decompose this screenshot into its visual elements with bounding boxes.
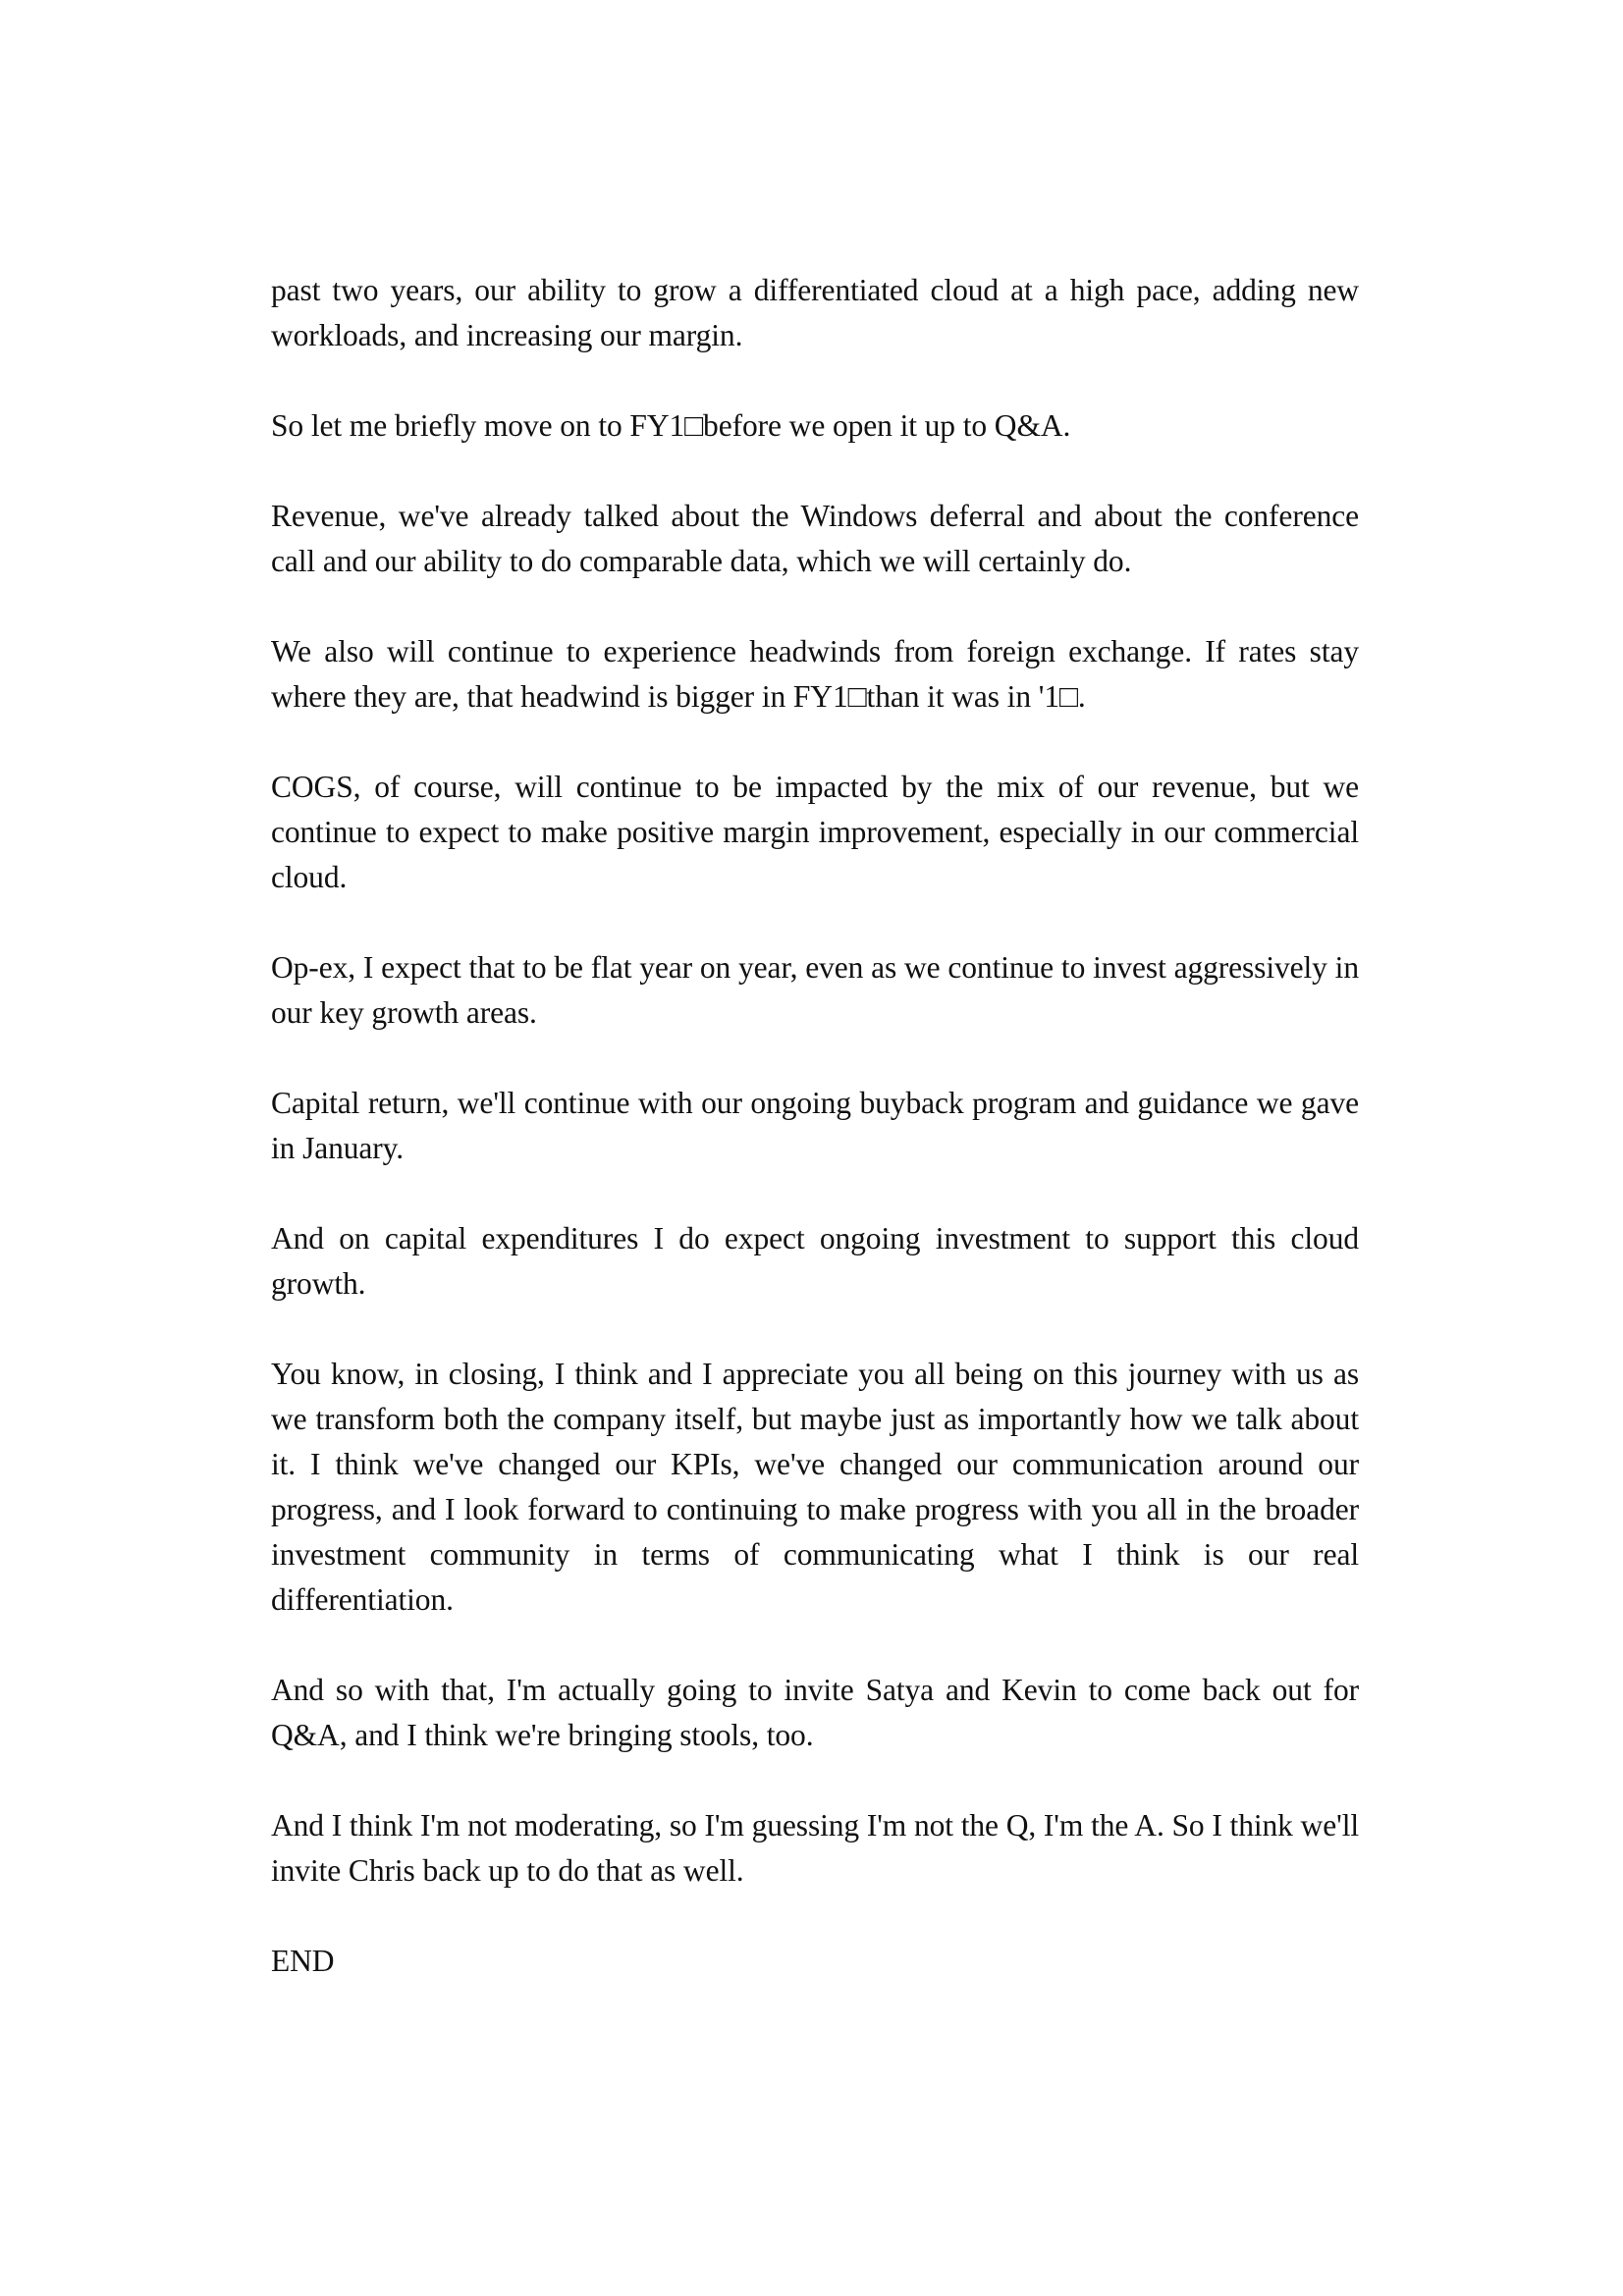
paragraph-cogs: COGS, of course, will continue to be impacted by the mix of our revenue, but we continue to expect to make positive margin improvement, especially in our commercial cloud. xyxy=(271,770,1359,894)
paragraph-fy-outlook-intro: So let me briefly move on to FY1□before we open it up to Q&A. xyxy=(271,408,1071,443)
end-marker: END xyxy=(271,1944,335,1978)
paragraph-capital-return: Capital return, we'll continue with our ongoing buyback program and guidance we gave in January. xyxy=(271,1086,1359,1165)
paragraph-closing: You know, in closing, I think and I appreciate you all being on this journey with us as we transform both the company itself, but maybe just as importantly how we talk about it. I think we've changed our KPIs, we've changed our communication around our progress, and I look forward to continuing to make progress with you all in the broader investment community in terms of communicating what I think is our real differentiation. xyxy=(271,1357,1359,1617)
paragraph-revenue: Revenue, we've already talked about the Windows deferral and about the conference call and our ability to do comparable data, which we will certainly do. xyxy=(271,499,1359,578)
transcript-page xyxy=(271,268,1359,1984)
paragraph-opex: Op-ex, I expect that to be flat year on year, even as we continue to invest aggressively in our key growth areas. xyxy=(271,950,1359,1030)
paragraph-invite-qa: And so with that, I'm actually going to invite Satya and Kevin to come back out for Q&A, and I think we're bringing stools, too. xyxy=(271,1673,1359,1752)
paragraph-moderator: And I think I'm not moderating, so I'm guessing I'm not the Q, I'm the A. So I think we'll invite Chris back up to do that as well. xyxy=(271,1808,1359,1888)
paragraph-cloud-growth: past two years, our ability to grow a differentiated cloud at a high pace, adding new workloads, and increasing our margin. xyxy=(271,273,1359,352)
paragraph-capex: And on capital expenditures I do expect ongoing investment to support this cloud growth. xyxy=(271,1221,1359,1301)
paragraph-foreign-exchange: We also will continue to experience headwinds from foreign exchange. If rates stay where they are, that headwind is bigger in FY1□than it was in '1□. xyxy=(271,634,1359,714)
